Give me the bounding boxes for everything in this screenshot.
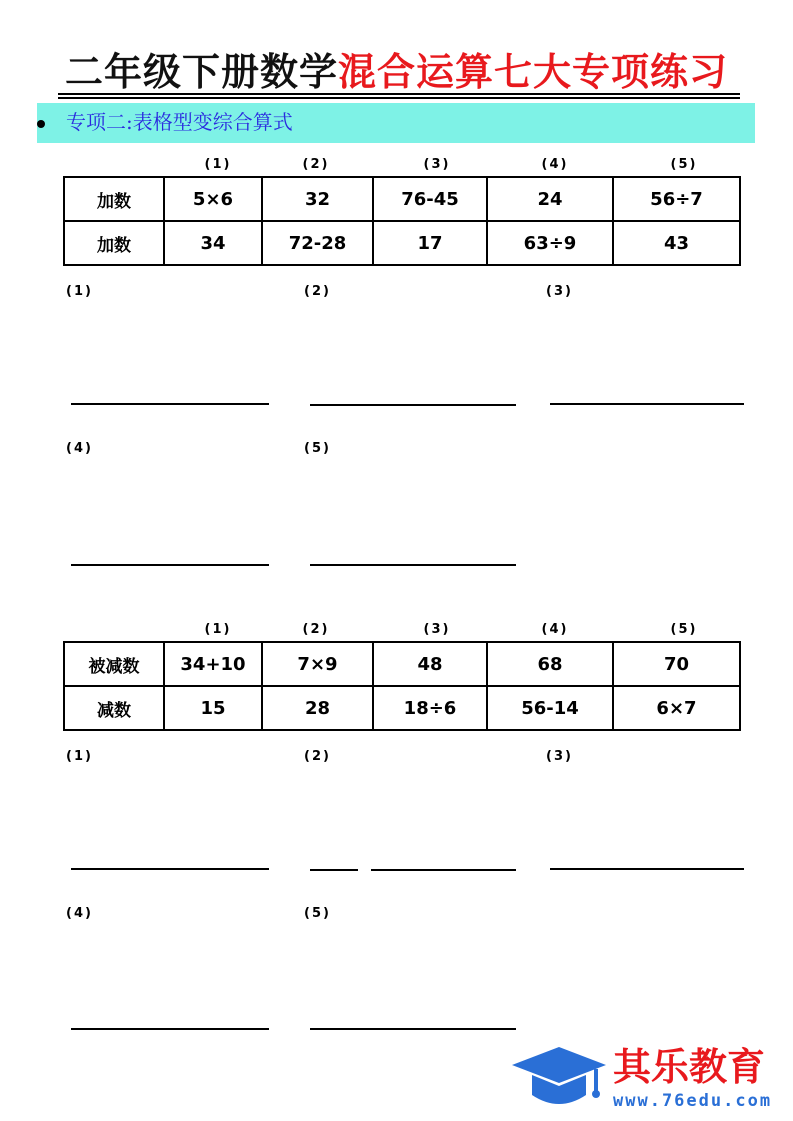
answer1-label-3: (3) bbox=[546, 284, 573, 299]
answer-line[interactable] bbox=[310, 404, 516, 406]
table-cell: 5×6 bbox=[164, 177, 262, 221]
answer-line[interactable] bbox=[71, 868, 269, 870]
table-cell: 24 bbox=[487, 177, 613, 221]
answer2-label-2: (2) bbox=[304, 749, 331, 764]
brand-url: www.76edu.com bbox=[613, 1091, 773, 1111]
table1-col-label-5: (5) bbox=[670, 157, 698, 172]
answer2-label-5: (5) bbox=[304, 906, 331, 921]
bullet-icon bbox=[37, 120, 45, 128]
row-header: 加数 bbox=[64, 177, 164, 221]
answer1-label-2: (2) bbox=[304, 284, 331, 299]
row-header: 减数 bbox=[64, 686, 164, 730]
table-cell: 7×9 bbox=[262, 642, 373, 686]
table-cell: 18÷6 bbox=[373, 686, 487, 730]
table1-col-label-3: (3) bbox=[423, 157, 451, 172]
subtraction-table bbox=[63, 641, 741, 731]
row-header: 加数 bbox=[64, 221, 164, 265]
section-heading: 专项二:表格型变综合算式 bbox=[66, 110, 293, 134]
addend-table bbox=[63, 176, 741, 266]
row-header: 被减数 bbox=[64, 642, 164, 686]
table-cell: 76-45 bbox=[373, 177, 487, 221]
table-row bbox=[64, 177, 740, 221]
answer2-label-3: (3) bbox=[546, 749, 573, 764]
table-row bbox=[64, 686, 740, 730]
table-row bbox=[64, 221, 740, 265]
answer2-label-1: (1) bbox=[66, 749, 93, 764]
table2-col-label-1: (1) bbox=[204, 622, 232, 637]
brand-name: 其乐教育 bbox=[613, 1045, 766, 1089]
table-cell: 68 bbox=[487, 642, 613, 686]
table-cell: 34+10 bbox=[164, 642, 262, 686]
table-cell: 72-28 bbox=[262, 221, 373, 265]
table1-col-label-2: (2) bbox=[302, 157, 330, 172]
table-cell: 56÷7 bbox=[613, 177, 740, 221]
table2-col-label-3: (3) bbox=[423, 622, 451, 637]
table-cell: 43 bbox=[613, 221, 740, 265]
table2-col-label-4: (4) bbox=[541, 622, 569, 637]
answer-line[interactable] bbox=[310, 1028, 516, 1030]
table-cell: 15 bbox=[164, 686, 262, 730]
title-underline-top bbox=[58, 93, 740, 95]
title-part-topic: 混合运算七大专项练习 bbox=[338, 49, 729, 94]
answer2-label-4: (4) bbox=[66, 906, 93, 921]
answer-line[interactable] bbox=[371, 869, 516, 871]
table-cell: 32 bbox=[262, 177, 373, 221]
table-cell: 17 bbox=[373, 221, 487, 265]
table-cell: 56-14 bbox=[487, 686, 613, 730]
table2-col-label-5: (5) bbox=[670, 622, 698, 637]
table-cell: 28 bbox=[262, 686, 373, 730]
table-cell: 6×7 bbox=[613, 686, 740, 730]
table-cell: 34 bbox=[164, 221, 262, 265]
table-row bbox=[64, 642, 740, 686]
title-underline-bottom bbox=[58, 97, 740, 99]
table1-col-label-4: (4) bbox=[541, 157, 569, 172]
table-cell: 63÷9 bbox=[487, 221, 613, 265]
table-cell: 48 bbox=[373, 642, 487, 686]
table-cell: 70 bbox=[613, 642, 740, 686]
answer-line[interactable] bbox=[550, 403, 744, 405]
answer-line[interactable] bbox=[71, 403, 269, 405]
answer-line[interactable] bbox=[310, 869, 358, 871]
graduation-cap-icon bbox=[512, 1043, 607, 1113]
table2-col-label-2: (2) bbox=[302, 622, 330, 637]
answer-line[interactable] bbox=[310, 564, 516, 566]
title-part-grade: 二年级下册数学 bbox=[64, 49, 338, 94]
answer1-label-4: (4) bbox=[66, 441, 93, 456]
table1-col-label-1: (1) bbox=[204, 157, 232, 172]
answer-line[interactable] bbox=[550, 868, 744, 870]
answer-line[interactable] bbox=[71, 1028, 269, 1030]
answer1-label-1: (1) bbox=[66, 284, 93, 299]
answer1-label-5: (5) bbox=[304, 441, 331, 456]
answer-line[interactable] bbox=[71, 564, 269, 566]
